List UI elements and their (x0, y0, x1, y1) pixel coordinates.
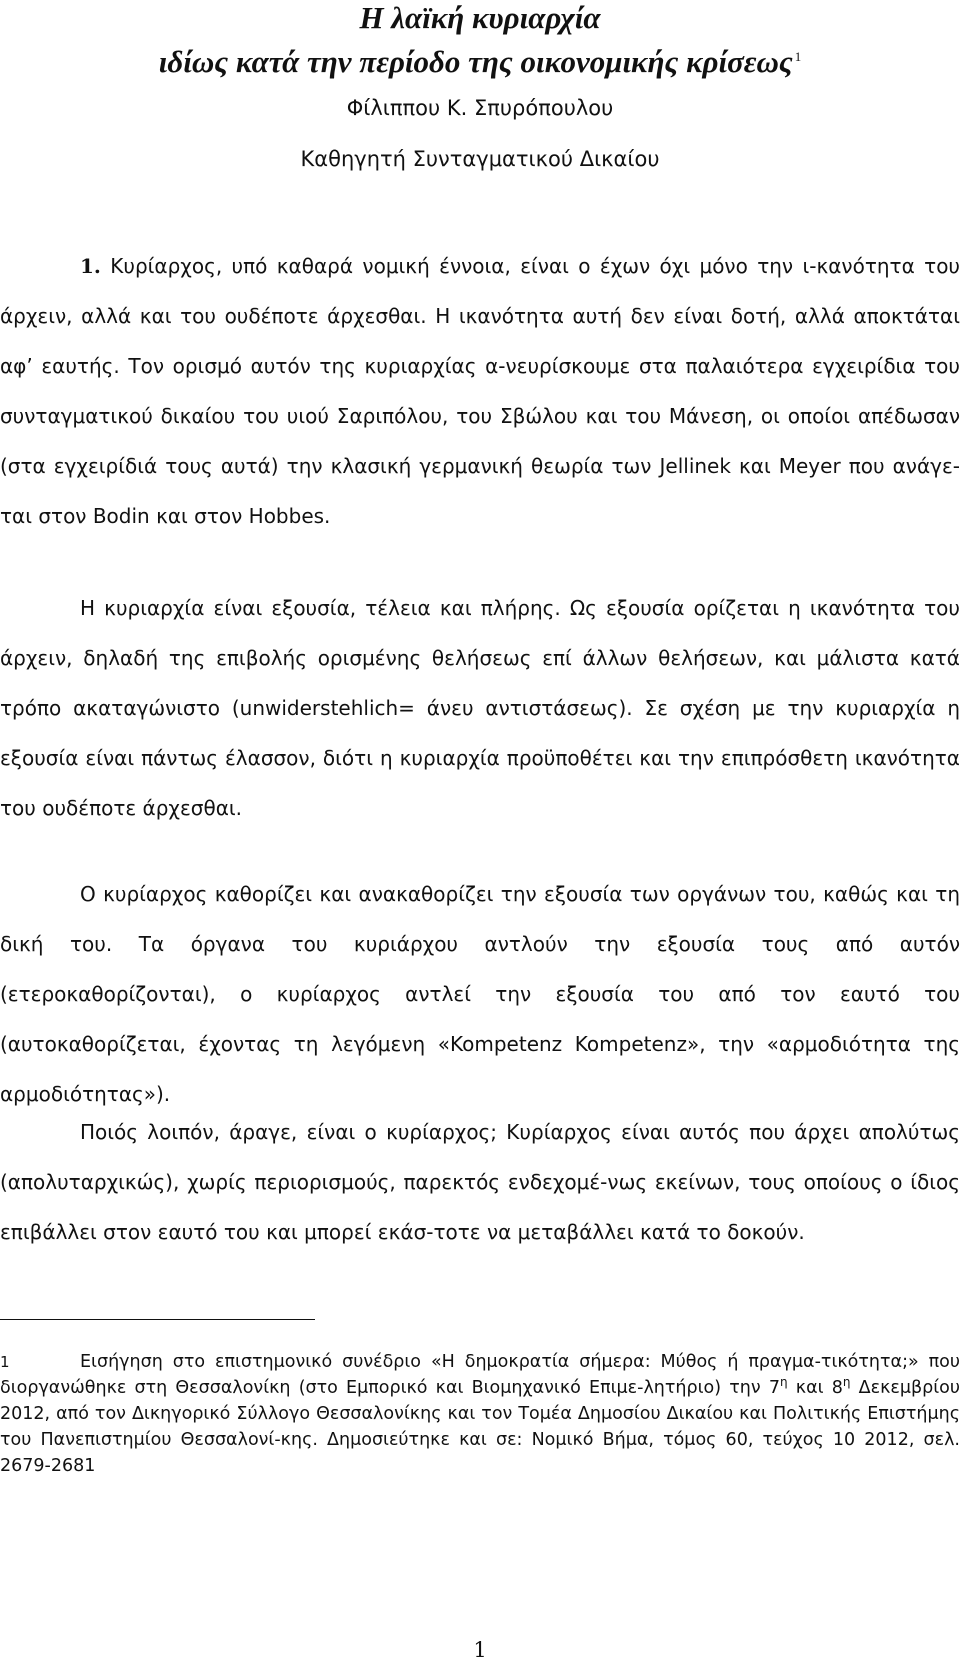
author-position: Καθηγητή Συνταγματικού Δικαίου (300, 147, 660, 171)
footnote-number: 1 (0, 1353, 10, 1371)
paragraph-4 (0, 1107, 960, 1257)
title-line-1: Η λαϊκή κυριαρχία (359, 0, 601, 35)
paragraph-2-text: Η κυριαρχία είναι εξουσία, τέλεια και πλήρης. Ως εξουσία ορίζεται η ικανότητα του άρχειν, δηλαδή της επιβολής ορισμένης θελήσεως επί άλλων θελήσεων, και μάλιστα κατά τρόπο ακαταγώνιστο (unwiderstehlich= άνευ αντιστάσεως). Σε σχέση με την κυριαρχία η εξουσία είναι πάντως έλασσον, διότι η κυριαρχία προϋποθέτει και την επιπρόσθετη ικανότητα του ουδέποτε άρχεσθαι. (0, 596, 960, 820)
page-number: 1 (473, 1638, 487, 1662)
footnote (0, 1349, 960, 1479)
section-number: 1. (80, 254, 101, 278)
footnote-text-b: και 8 (787, 1378, 843, 1398)
paragraph-4-text: Ποιός λοιπόν, άραγε, είναι ο κυρίαρχος; Κυρίαρχος είναι αυτός που άρχει απολύτως (απολυταρχικώς), χωρίς περιορισμούς, παρεκτός ενδεχομέ-νως εκείνων, τους οποίους ο ίδιος επιβάλλει στον εαυτό του και μπορεί εκάσ-τοτε να μεταβάλλει κατά το δοκούν. (0, 1120, 960, 1244)
document-title (0, 0, 960, 36)
footnote-text-c: Δεκεμβρίου 2012, από τον Δικηγορικό Σύλλογο Θεσσαλονίκης και τον Τομέα Δημοσίου Δικαίου και Πολιτικής Επιστήμης του Πανεπιστημίου Θεσσαλονί-κης. Δημοσιεύτηκε και σε: Νομικό Βήμα, τόμος 60, τεύχος 10 2012, σελ. 2679-2681 (0, 1378, 960, 1476)
paragraph-2 (0, 583, 960, 833)
footnote-sup-1: η (779, 1375, 788, 1390)
footnote-sup-2: η (842, 1375, 851, 1390)
author-name: Φίλιππου Κ. Σπυρόπουλου (346, 96, 614, 120)
footnote-reference[interactable]: 1 (794, 48, 802, 64)
paragraph-3 (0, 869, 960, 1119)
title-line-2: ιδίως κατά την περίοδο της οικονομικής κρίσεως (158, 44, 793, 79)
footnote-text-a: Εισήγηση στο επιστημονικό συνέδριο «Η δημοκρατία σήμερα: Μύθος ή πραγμα-τικότητα;» που διοργανώθηκε στη Θεσσαλονίκη (στο Εμπορικό και Βιομηχανικό Επιμε-λητήριο) την 7 (0, 1352, 960, 1398)
paragraph-3-text: Ο κυρίαρχος καθορίζει και ανακαθορίζει την εξουσία των οργάνων του, καθώς και τη δική του. Τα όργανα του κυριάρχου αντλούν την εξουσία τους από αυτόν (ετεροκαθορίζονται), ο κυρίαρχος αντλεί την εξουσία του από τον εαυτό του (αυτοκαθορίζεται, έχοντας τη λεγόμενη «Kompetenz Kompetenz», την «αρμοδιότητα της αρμοδιότητας»). (0, 882, 960, 1106)
paragraph-1-text: Κυρίαρχος, υπό καθαρά νομική έννοια, είναι ο έχων όχι μόνο την ι-κανότητα του άρχειν, αλλά και του ουδέποτε άρχεσθαι. Η ικανότητα αυτή δεν είναι δοτή, αλλά αποκτάται αφ’ εαυτής. Τον ορισμό αυτόν της κυριαρχίας α-νευρίσκουμε στα παλαιότερα εγχειρίδια του συνταγματικού δικαίου του υιού Σαριπόλου, του Σβώλου και του Μάνεση, οι οποίοι απέδωσαν (στα εγχειρίδιά τους αυτά) την κλασική γερμανική θεωρία των Jellinek και Meyer που ανάγε-ται στον Bodin και στον Hobbes. (0, 254, 960, 528)
paragraph-1 (0, 241, 960, 541)
footnote-separator (0, 1319, 315, 1320)
document-subtitle (0, 44, 960, 80)
